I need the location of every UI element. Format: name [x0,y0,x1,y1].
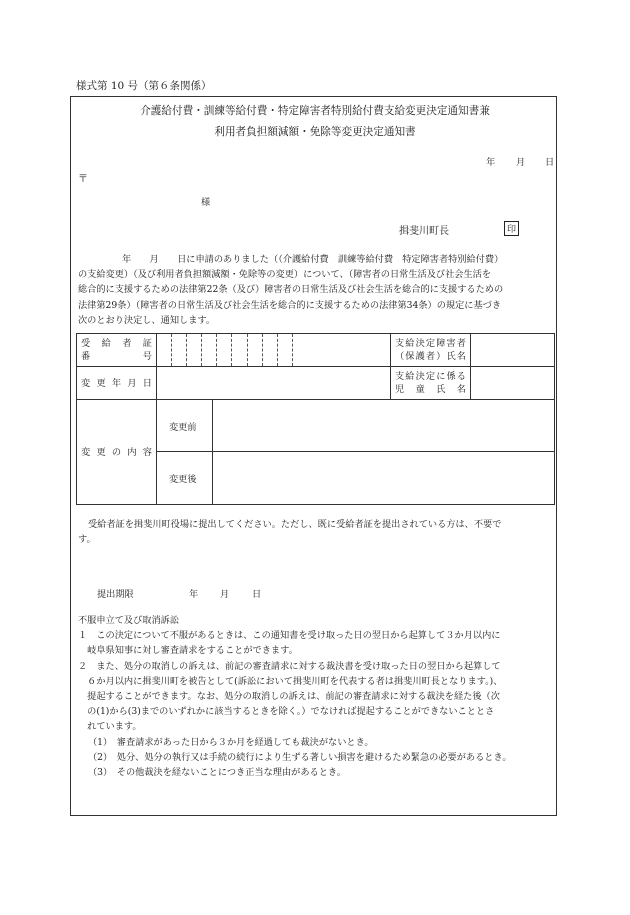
notice-line: す。 [78,534,96,546]
recipient-number-cell[interactable] [157,334,391,367]
digit-box[interactable] [172,334,187,366]
after-change-field[interactable] [213,452,555,505]
date-day: 日 [545,157,555,168]
appeal-title: 不服申立て及び取消訴訟 [78,615,180,626]
digit-box[interactable] [202,334,217,366]
notice-line: 受給者証を揖斐川町役場に提出してください。ただし、既に受給者証を提出されている方は、不要で [88,519,502,530]
date-year: 年 [486,157,496,168]
appeal-line: ６か月以内に揖斐川町を被告として(訴訟において揖斐川町を代表する者は揖斐川町長となります。)、 [78,675,503,687]
date-month: 月 [516,157,526,168]
child-name-label: 支給決定に係る 児 童 氏 名 [391,367,471,400]
child-name-field[interactable] [471,367,555,400]
appeal-line: （2） 処分、処分の執行又は手続の続行により生ずる著しい損害を避けるため緊急の必要があるとき。 [88,751,512,763]
issuer-name: 揖斐川町長 [399,226,449,237]
intro-line: 法律第29条）（障害者の日常生活及び社会生活を総合的に支援するための法律第34条）の規定に基づき [78,299,502,311]
appeal-line: （3） その他裁決を経ないことにつき正当な理由があるとき。 [88,767,346,779]
guardian-name-field[interactable] [471,334,555,367]
digit-box[interactable] [278,334,293,366]
digit-box[interactable] [217,334,232,366]
digit-box[interactable] [157,334,172,366]
intro-line: 次のとおり決定し、通知します。 [78,314,216,326]
intro-line: 年 月 日に申請のありました（（介護給付費 訓練等給付費 特定障害者特別給付費） [122,254,504,265]
deadline-day: 日 [252,589,262,600]
appeal-line: 岐阜県知事に対し審査請求をすることができます。 [78,645,298,657]
digit-box[interactable] [248,334,263,366]
appeal-line: （1） 審査請求があった日から３か月を経過しても裁決がないとき。 [88,736,374,748]
digit-box[interactable] [232,334,247,366]
deadline-year: 年 [189,589,199,600]
digit-box[interactable] [293,334,307,366]
change-content-label: 変 更 の 内 容 [77,400,157,505]
appeal-section [78,613,556,780]
notice-paragraph [78,517,553,547]
digit-box[interactable] [187,334,202,366]
appeal-line: 提起することができます。なお、処分の取消しの訴えは、前記の審査請求に対する裁決を経た後（次 [78,691,500,703]
appeal-line: の(1)から(3)までのいずれかに該当するときを除く。）でなければ提起することができないこととさ [78,706,495,718]
postal-mark: 〒 [78,174,88,185]
change-date-field[interactable] [157,367,391,400]
intro-line: の支給変更）（及び利用者負担額減額・免除等の変更）について、（障害者の日常生活及び社会生活を [78,269,492,281]
seal-mark: 印 [504,221,519,236]
change-date-label: 変 更 年 月 日 [77,367,157,400]
recipient-suffix: 様 [201,197,211,208]
recipient-number-label: 受 給 者 証 番 号 [77,334,157,367]
after-change-label: 変更後 [157,452,213,505]
appeal-line: ２ また、処分の取消しの訴えは、前記の審査請求に対する裁決書を受け取った日の翌日から起算して [78,660,501,672]
appeal-line: れています。 [78,721,142,733]
decision-table [76,333,555,505]
intro-paragraph [78,252,553,328]
title-line-1: 介護給付費・訓練等給付費・特定障害者特別給付費支給変更決定通知書兼 [140,105,490,117]
form-number: 様式第 10 号（第６条関係） [76,80,212,92]
deadline-label: 提出期限 [97,589,134,600]
appeal-line: １ この決定について不服があるときは、この通知書を受け取った日の翌日から起算して３か月以内に [78,630,501,642]
before-change-label: 変更前 [157,400,213,452]
before-change-field[interactable] [213,400,555,452]
guardian-name-label: 支給決定障害者 （保護者）氏名 [391,334,471,367]
intro-line: 総合的に支援するための法律第22条（及び）障害者の日常生活及び社会生活を総合的に支援するための [78,284,504,296]
deadline-month: 月 [220,589,230,600]
title-line-2: 利用者負担額減額・免除等変更決定通知書 [214,126,416,138]
digit-box[interactable] [263,334,278,366]
